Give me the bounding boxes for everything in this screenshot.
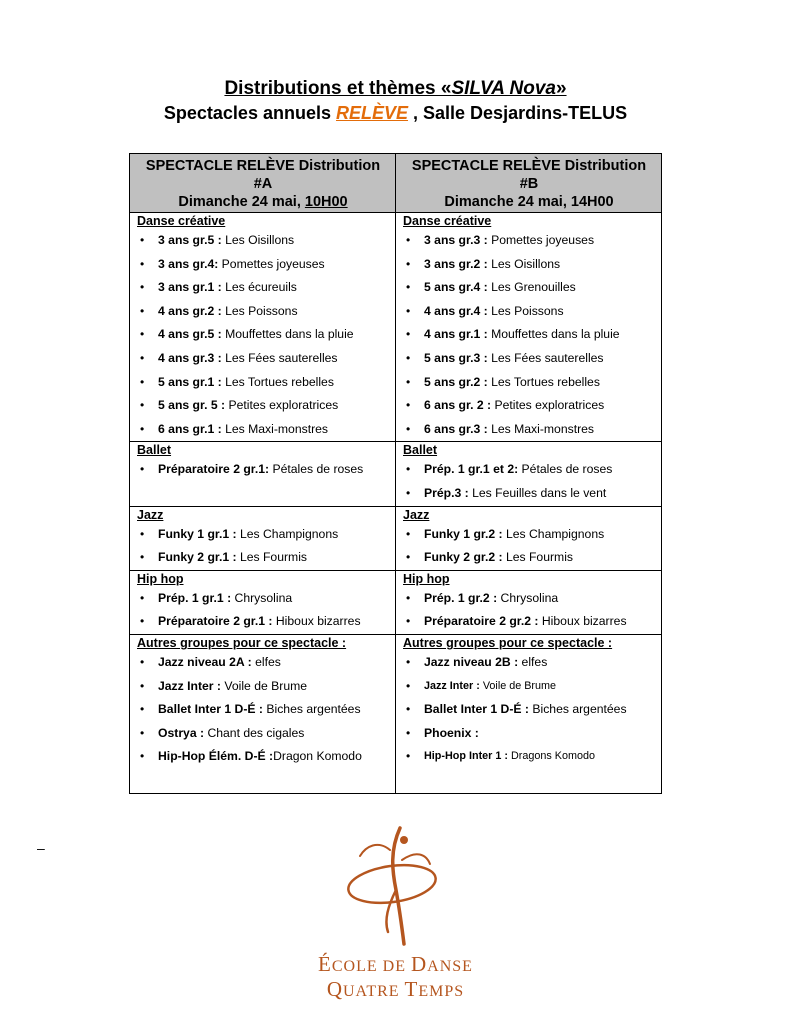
group-label: 5 ans gr.1 : <box>158 374 226 389</box>
list-item <box>137 253 389 277</box>
list-item <box>403 722 655 746</box>
group-label: 6 ans gr.1 : <box>158 421 226 436</box>
list-item <box>137 745 389 769</box>
list-item <box>403 698 655 722</box>
header-distribution-b: SPECTACLE RELÈVE Distribution #B Dimanche 24 mai, 14H00 <box>396 154 662 213</box>
theme-name: Les Poissons <box>225 303 298 318</box>
list-item <box>137 587 389 611</box>
list-autres-a <box>137 651 389 769</box>
group-label: Funky 1 gr.1 : <box>158 526 240 541</box>
theme-name: Les Maxi-monstres <box>491 421 595 436</box>
list-item <box>403 347 655 371</box>
group-label: Prép.3 : <box>424 485 473 500</box>
theme-name: Dragon Komodo <box>273 749 362 764</box>
theme-name: Les Fées sauterelles <box>225 350 338 365</box>
section-heading: Danse créative <box>403 214 492 228</box>
list-item <box>403 523 655 547</box>
list-ballet-a <box>137 458 389 482</box>
group-label: Phoenix : <box>424 725 479 740</box>
list-item <box>137 300 389 324</box>
theme-name: Les Fées sauterelles <box>491 350 604 365</box>
list-item <box>137 394 389 418</box>
theme-name: Chant des cigales <box>207 725 305 740</box>
row-ballet <box>130 442 662 506</box>
list-item <box>403 610 655 634</box>
theme-name: Les Maxi-monstres <box>225 421 329 436</box>
list-item <box>403 323 655 347</box>
theme-name: Chrysolina <box>234 590 293 605</box>
header-row <box>130 154 662 213</box>
list-item <box>137 371 389 395</box>
distribution-table <box>129 153 662 794</box>
cell-ballet-a <box>130 442 396 506</box>
document-title: Distributions et thèmes «SILVA Nova» <box>224 78 567 99</box>
theme-name: Mouffettes dans la pluie <box>491 327 620 342</box>
group-label: 3 ans gr.1 : <box>158 280 226 295</box>
group-label: 4 ans gr.5 : <box>158 327 226 342</box>
list-item <box>403 482 655 506</box>
theme-name: Voile de Brume <box>482 679 557 692</box>
section-heading: Jazz <box>137 507 164 522</box>
theme-name: Les Tortues rebelles <box>491 374 600 389</box>
list-item <box>403 587 655 611</box>
list-jazz-a <box>137 523 389 570</box>
group-label: Funky 2 gr.2 : <box>424 550 506 565</box>
group-label: Funky 2 gr.1 : <box>158 550 240 565</box>
school-name-line2: QUATRE TEMPS <box>326 977 465 1001</box>
row-autres <box>130 634 662 793</box>
group-label: 3 ans gr.4: <box>158 256 219 271</box>
list-item <box>137 698 389 722</box>
group-label: 6 ans gr. 2 : <box>424 398 495 413</box>
group-label: 5 ans gr.3 : <box>424 350 492 365</box>
group-label: Ballet Inter 1 D-É : <box>424 702 533 717</box>
list-item <box>137 651 389 675</box>
theme-name: Les Poissons <box>491 303 564 318</box>
theme-name: Pomettes joyeuses <box>491 233 595 247</box>
theme-name: Pétales de roses <box>269 462 364 477</box>
theme-name: Les Tortues rebelles <box>225 374 334 389</box>
list-item <box>137 347 389 371</box>
list-item <box>403 745 655 769</box>
cell-danse-b <box>396 213 662 442</box>
theme-name: Mouffettes dans la pluie <box>225 327 354 342</box>
group-label: 4 ans gr.3 : <box>158 350 226 365</box>
row-jazz <box>130 506 662 570</box>
group-label: 3 ans gr.5 : <box>158 233 226 247</box>
list-item <box>403 276 655 300</box>
section-heading: Hip hop <box>137 571 184 586</box>
document-subtitle: Spectacles annuels RELÈVE , Salle Desjardins-TELUS <box>163 103 628 123</box>
group-label: Funky 1 gr.2 : <box>424 526 506 541</box>
list-item <box>137 276 389 300</box>
theme-name: Les Champignons <box>239 526 339 541</box>
list-item <box>137 546 389 570</box>
group-label: 4 ans gr.2 : <box>158 303 226 318</box>
section-heading: Danse créative <box>137 214 226 228</box>
cell-jazz-a <box>130 506 396 570</box>
list-item <box>403 229 655 253</box>
group-label: Préparatoire 2 gr.1 : <box>158 614 276 629</box>
group-label: Prép. 1 gr.1 et 2: <box>424 462 519 477</box>
section-heading: Ballet <box>403 443 438 458</box>
school-name-line1: ÉCOLE DE DANSE <box>318 952 473 976</box>
theme-name: Les Grenouilles <box>491 280 576 295</box>
theme-name: Les Feuilles dans le vent <box>472 485 607 500</box>
theme-name: Voile de Brume <box>224 678 308 693</box>
cell-hiphop-a <box>130 570 396 634</box>
group-label: 5 ans gr. 5 : <box>158 398 229 413</box>
list-item <box>403 546 655 570</box>
group-label: 4 ans gr.4 : <box>424 303 492 318</box>
cell-autres-a <box>130 634 396 793</box>
list-jazz-b <box>403 523 655 570</box>
group-label: 5 ans gr.2 : <box>424 374 492 389</box>
theme-name: Les Oisillons <box>491 256 561 271</box>
list-item <box>403 418 655 442</box>
releve-word: RELÈVE <box>335 103 409 123</box>
group-label: Prép. 1 gr.1 : <box>158 590 235 605</box>
list-item <box>403 675 655 699</box>
list-item <box>403 371 655 395</box>
group-label: Jazz Inter : <box>158 678 225 693</box>
list-item <box>137 229 389 253</box>
stray-dash: – <box>37 840 45 856</box>
section-heading: Hip hop <box>403 571 450 586</box>
group-label: 6 ans gr.3 : <box>424 421 492 436</box>
row-hiphop <box>130 570 662 634</box>
dancer-logo-icon <box>330 820 460 960</box>
theme-name: Les Fourmis <box>239 550 308 565</box>
list-item <box>137 523 389 547</box>
group-label: Jazz niveau 2A : <box>158 654 256 669</box>
section-heading: Autres groupes pour ce spectacle : <box>137 635 347 650</box>
list-danse-b <box>403 229 655 441</box>
group-label: 3 ans gr.3 : <box>424 233 492 247</box>
theme-name: Pétales de roses <box>518 462 613 477</box>
list-autres-b <box>403 651 655 769</box>
group-label: 4 ans gr.1 : <box>424 327 492 342</box>
list-item <box>137 418 389 442</box>
theme-name: Biches argentées <box>266 702 361 717</box>
list-danse-a <box>137 229 389 441</box>
list-item <box>403 651 655 675</box>
list-item <box>137 323 389 347</box>
group-label: Préparatoire 2 gr.1: <box>158 462 270 477</box>
group-label: Hip-Hop Élém. D-É : <box>158 749 274 764</box>
theme-name: Les Fourmis <box>505 550 574 565</box>
theme-name: Chrysolina <box>500 590 559 605</box>
list-ballet-b <box>403 458 655 505</box>
list-item <box>403 394 655 418</box>
group-label: Jazz Inter : <box>424 679 483 692</box>
group-label: Jazz niveau 2B : <box>424 654 522 669</box>
list-hiphop-b <box>403 587 655 634</box>
group-label: Hip-Hop Inter 1 : <box>424 750 511 763</box>
cell-danse-a <box>130 213 396 442</box>
theme-name: Dragons Komodo <box>510 750 596 763</box>
list-hiphop-a <box>137 587 389 634</box>
theme-name: Les écureuils <box>225 280 297 295</box>
row-danse-creative <box>130 213 662 442</box>
section-heading: Autres groupes pour ce spectacle : <box>403 635 613 650</box>
list-item <box>403 300 655 324</box>
header-distribution-a: SPECTACLE RELÈVE Distribution #A Dimanche 24 mai, 10H00 <box>130 154 396 213</box>
group-label: Prép. 1 gr.2 : <box>424 590 501 605</box>
cell-ballet-b <box>396 442 662 506</box>
theme-name: Petites exploratrices <box>228 398 339 413</box>
theme-name: Hiboux bizarres <box>541 614 627 629</box>
section-heading: Ballet <box>137 443 172 458</box>
theme-name: Petites exploratrices <box>494 398 605 413</box>
list-item <box>137 675 389 699</box>
group-label: Ballet Inter 1 D-É : <box>158 702 267 717</box>
cell-hiphop-b <box>396 570 662 634</box>
group-label: 3 ans gr.2 : <box>424 256 492 271</box>
group-label: Ostrya : <box>158 725 208 740</box>
cell-jazz-b <box>396 506 662 570</box>
theme-name: Pomettes joyeuses <box>218 256 325 271</box>
list-item <box>137 458 389 482</box>
list-item <box>403 458 655 482</box>
theme-name: Les Oisillons <box>225 233 295 247</box>
list-item <box>403 253 655 277</box>
theme-name: elfes <box>255 654 281 669</box>
list-item <box>137 610 389 634</box>
theme-name: Biches argentées <box>532 702 627 717</box>
group-label: Préparatoire 2 gr.2 : <box>424 614 542 629</box>
theme-name: Hiboux bizarres <box>275 614 361 629</box>
cell-autres-b <box>396 634 662 793</box>
theme-name: elfes <box>521 654 548 669</box>
group-label: 5 ans gr.4 : <box>424 280 492 295</box>
brand-name: SILVA Nova <box>451 78 556 99</box>
theme-name: Les Champignons <box>505 526 605 541</box>
section-heading: Jazz <box>403 507 430 522</box>
list-item <box>137 722 389 746</box>
